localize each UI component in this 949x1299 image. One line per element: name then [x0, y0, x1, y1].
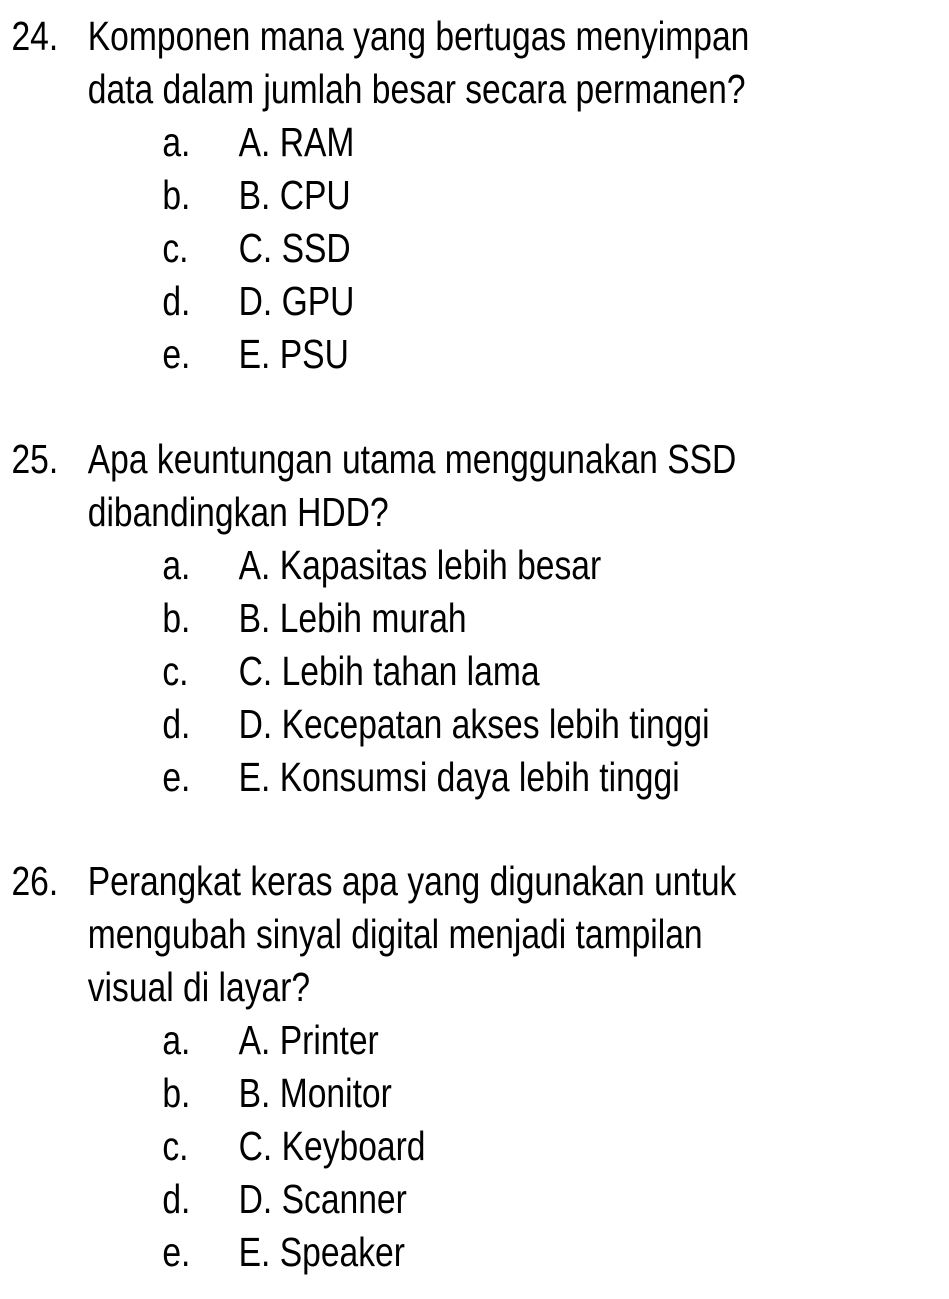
option-text: D. Scanner — [238, 1176, 407, 1222]
question-text-line: Komponen mana yang bertugas menyimpan — [87, 13, 750, 59]
question-text-line: mengubah sinyal digital menjadi tampilan — [87, 911, 703, 957]
option-25-b — [0, 592, 943, 645]
option-letter: c. — [162, 225, 189, 271]
option-text: E. PSU — [238, 331, 349, 377]
option-text: B. Monitor — [238, 1070, 392, 1116]
option-letter: d. — [162, 1176, 191, 1222]
question-number: 26. — [11, 858, 59, 904]
option-24-c — [0, 222, 943, 275]
question-number: 24. — [11, 13, 59, 59]
option-24-b — [0, 169, 943, 222]
options-list-24 — [0, 116, 943, 381]
option-26-a — [0, 1014, 943, 1067]
option-text: C. Keyboard — [238, 1123, 426, 1169]
option-text: B. CPU — [238, 172, 351, 218]
option-letter: d. — [162, 278, 191, 324]
option-letter: b. — [162, 595, 191, 641]
option-text: A. RAM — [238, 119, 355, 165]
option-text: C. Lebih tahan lama — [238, 648, 540, 694]
option-24-e — [0, 328, 943, 381]
option-text: D. Kecepatan akses lebih tinggi — [238, 701, 710, 747]
option-text: D. GPU — [238, 278, 355, 324]
option-letter: a. — [162, 542, 191, 588]
option-letter: e. — [162, 754, 191, 800]
option-letter: c. — [162, 648, 189, 694]
options-list-25 — [0, 539, 943, 804]
option-26-d — [0, 1173, 943, 1226]
option-26-b — [0, 1067, 943, 1120]
option-26-c — [0, 1120, 943, 1173]
option-text: E. Speaker — [238, 1229, 405, 1275]
option-letter: e. — [162, 331, 191, 377]
option-25-d — [0, 698, 943, 751]
question-text-line: data dalam jumlah besar secara permanen? — [87, 66, 746, 112]
option-letter: c. — [162, 1123, 189, 1169]
option-letter: b. — [162, 172, 191, 218]
question-text-line: visual di layar? — [87, 964, 311, 1010]
option-letter: d. — [162, 701, 191, 747]
question-number: 25. — [11, 436, 59, 482]
question-text — [88, 433, 941, 539]
option-letter: a. — [162, 1017, 191, 1063]
question-text — [88, 855, 941, 1014]
options-list-26 — [0, 1014, 943, 1279]
question-text — [88, 10, 941, 116]
option-26-e — [0, 1226, 943, 1279]
option-text: B. Lebih murah — [238, 595, 467, 641]
option-letter: e. — [162, 1229, 191, 1275]
option-text: E. Konsumsi daya lebih tinggi — [238, 754, 680, 800]
option-text: C. SSD — [238, 225, 351, 271]
option-25-a — [0, 539, 943, 592]
option-25-e — [0, 751, 943, 804]
option-text: A. Kapasitas lebih besar — [238, 542, 602, 588]
option-letter: b. — [162, 1070, 191, 1116]
option-text: A. Printer — [238, 1017, 379, 1063]
option-25-c — [0, 645, 943, 698]
option-24-a — [0, 116, 943, 169]
option-letter: a. — [162, 119, 191, 165]
option-24-d — [0, 275, 943, 328]
question-text-line: Perangkat keras apa yang digunakan untuk — [87, 858, 737, 904]
question-text-line: dibandingkan HDD? — [87, 489, 389, 535]
question-text-line: Apa keuntungan utama menggunakan SSD — [87, 436, 737, 482]
